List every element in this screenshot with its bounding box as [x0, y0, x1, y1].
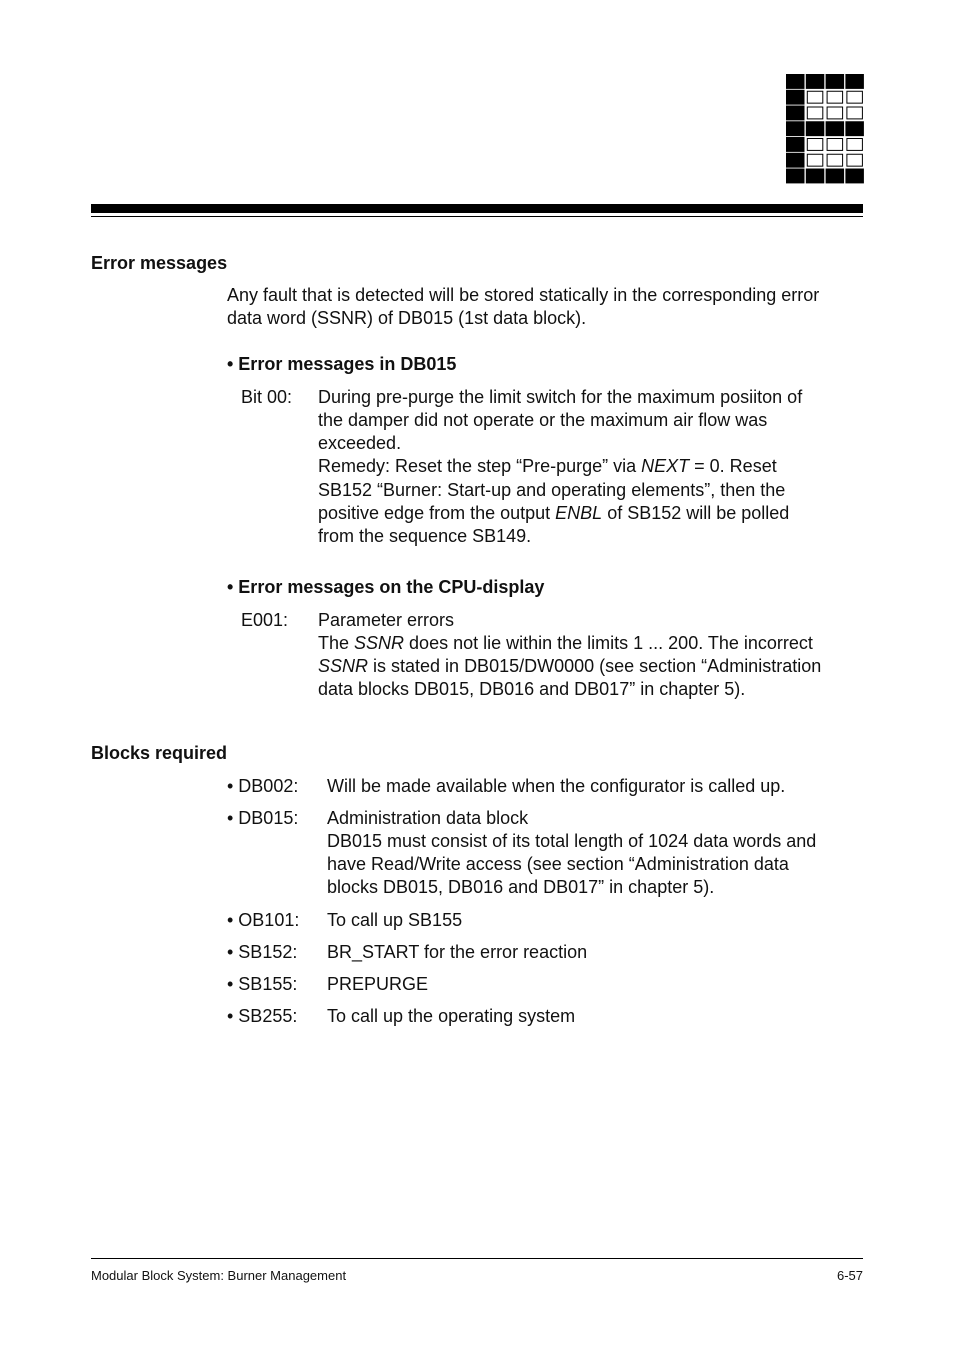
block-desc-db015-line-2: DB015 must consist of its total length of 1024 data words and	[327, 831, 817, 851]
logo-grid-cell	[807, 91, 823, 103]
bit00-line-1: During pre-purge the limit switch for the maximum posiiton of	[318, 387, 803, 407]
block-label-sb152: • SB152:	[227, 942, 298, 962]
block-label-db015: • DB015:	[227, 808, 299, 828]
block-desc-db015-line-4: blocks DB015, DB016 and DB017” in chapter 5).	[327, 877, 715, 897]
intro-line-2: data word (SSNR) of DB015 (1st data block).	[227, 308, 587, 328]
logo-grid-cell	[786, 153, 805, 168]
footer-title: Modular Block System: Burner Management	[91, 1268, 347, 1283]
logo-grid-cell	[806, 74, 825, 89]
chapter-logo-grid	[786, 74, 864, 184]
logo-grid-cell	[807, 139, 823, 151]
bit00-line-5: SB152 “Burner: Start-up and operating elements”, then the	[318, 480, 786, 500]
block-desc-db015-line-3: have Read/Write access (see section “Administration data	[327, 854, 789, 874]
logo-grid-cell	[786, 137, 805, 152]
block-label-ob101: • OB101:	[227, 910, 300, 930]
logo-grid-cell	[845, 121, 864, 136]
header-rule-thin	[91, 216, 863, 217]
logo-grid-cell	[827, 107, 843, 119]
logo-grid-cell	[827, 154, 843, 166]
logo-grid-cell	[826, 74, 845, 89]
logo-grid-cell	[845, 169, 864, 184]
logo-grid-cell	[786, 90, 805, 105]
logo-grid-cell	[806, 121, 825, 136]
intro-line-1: Any fault that is detected will be stored statically in the corresponding error	[227, 285, 820, 305]
bit00-line-6: positive edge from the output ENBL of SB152 will be polled	[318, 503, 790, 523]
block-label-sb255: • SB255:	[227, 1006, 298, 1026]
subheading-db015: • Error messages in DB015	[227, 354, 457, 374]
block-desc-ob101: To call up SB155	[327, 910, 463, 930]
bit00-line-3: exceeded.	[318, 433, 402, 453]
logo-grid-cell	[847, 154, 863, 166]
e001-line-2: The SSNR does not lie within the limits 1 ... 200. The incorrect	[318, 633, 813, 653]
logo-grid-cell	[807, 107, 823, 119]
logo-grid-cell	[786, 121, 805, 136]
logo-grid-cell	[827, 91, 843, 103]
footer-rule	[91, 1258, 863, 1259]
e001-line-3: SSNR is stated in DB015/DW0000 (see section “Administration	[318, 656, 822, 676]
logo-grid-cell	[845, 74, 864, 89]
logo-grid-cell	[786, 74, 805, 89]
block-desc-db015-line-1: Administration data block	[327, 808, 529, 828]
block-desc-db002: Will be made available when the configurator is called up.	[327, 776, 786, 796]
logo-grid-cells	[786, 74, 864, 183]
e001-line-1: Parameter errors	[318, 610, 455, 630]
logo-grid-cell	[826, 121, 845, 136]
bit00-label: Bit 00:	[241, 387, 293, 407]
logo-grid-cell	[786, 106, 805, 121]
logo-grid-cell	[807, 154, 823, 166]
e001-line-4: data blocks DB015, DB016 and DB017” in chapter 5).	[318, 679, 746, 699]
subheading-cpu-display: • Error messages on the CPU-display	[227, 577, 545, 597]
block-desc-sb152: BR_START for the error reaction	[327, 942, 588, 962]
logo-grid-cell	[827, 139, 843, 151]
page-number: 6-57	[836, 1268, 863, 1283]
header-rule-thick	[91, 204, 863, 213]
block-label-db002: • DB002:	[227, 776, 299, 796]
bit00-line-2: the damper did not operate or the maximum air flow was	[318, 410, 768, 430]
block-desc-sb155: PREPURGE	[327, 974, 429, 994]
section-title-error-messages: Error messages	[91, 253, 228, 273]
section-title-blocks-required: Blocks required	[91, 743, 228, 763]
logo-grid-cell	[786, 169, 805, 184]
logo-grid-cell	[826, 169, 845, 184]
logo-grid-cell	[847, 139, 863, 151]
block-desc-sb255: To call up the operating system	[327, 1006, 576, 1026]
bit00-line-7: from the sequence SB149.	[318, 526, 532, 546]
e001-label: E001:	[241, 610, 289, 630]
block-label-sb155: • SB155:	[227, 974, 298, 994]
logo-grid-cell	[806, 169, 825, 184]
logo-grid-cell	[847, 107, 863, 119]
bit00-line-4: Remedy: Reset the step “Pre-purge” via NEXT = 0. Reset	[318, 456, 777, 476]
logo-grid-cell	[847, 91, 863, 103]
